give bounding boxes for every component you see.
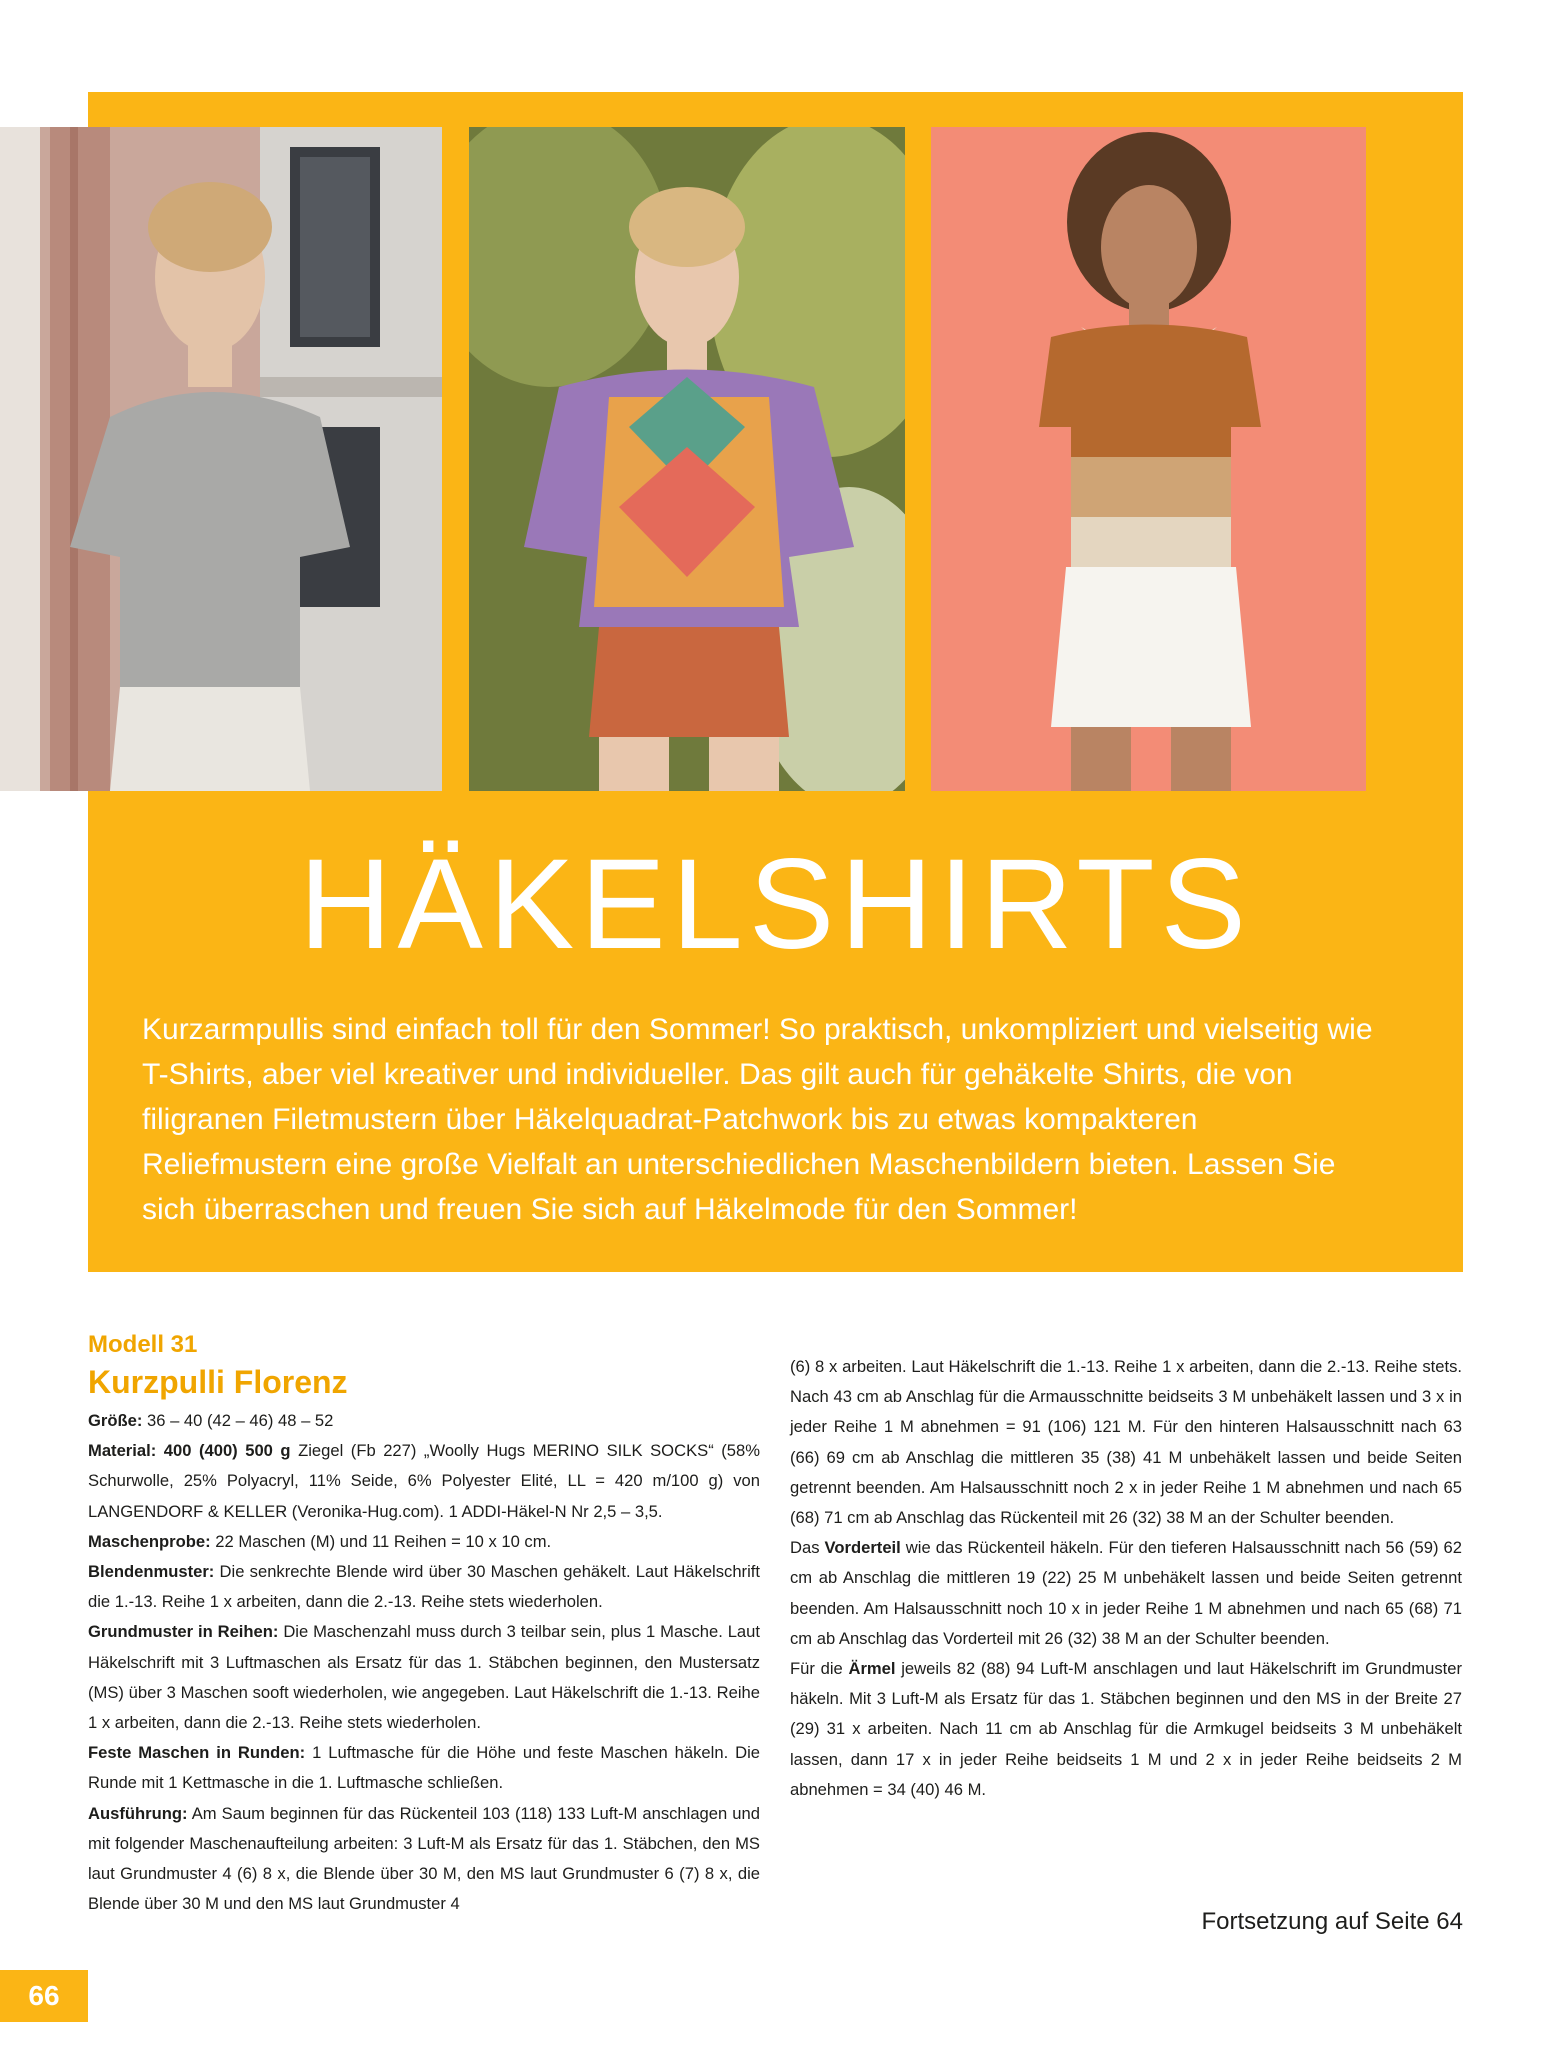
intro-text: Kurzarmpullis sind einfach toll für den Sommer! So praktisch, unkompliziert und vielseitig wie T-Shirts, aber viel kreativer und individueller. Das gilt auch für gehäkelte Shirts, die von filigranen Filetmustern über Häkelquadrat-Patchwork bis zu etwas kompakteren Reliefmustern eine große Vielfalt an unterschiedlichen Maschenbildern bieten. Lassen Sie sich überraschen und freuen Sie sich auf Häkelmode für den Sommer! [142, 1013, 1373, 1226]
page-title: HÄKELSHIRTS [299, 833, 1252, 976]
sleeve-pre: Für die [790, 1659, 849, 1679]
basic-label: Grundmuster in Reihen: [88, 1622, 279, 1642]
front-label: Vorderteil [824, 1538, 901, 1558]
single-crochet-rounds [88, 1738, 760, 1798]
photo-patchwork-top [469, 127, 905, 791]
instructions-left-column [88, 1328, 760, 1919]
size-line [88, 1406, 760, 1436]
continuation-note: Fortsetzung auf Seite 64 [1201, 1908, 1463, 1935]
instructions-right-column [790, 1352, 1462, 1805]
sleeve-label: Ärmel [848, 1659, 896, 1679]
sleeves [790, 1654, 1462, 1805]
front-pre: Das [790, 1538, 825, 1558]
material-label: Material: 400 (400) 500 g [88, 1441, 291, 1461]
gauge-line [88, 1527, 760, 1557]
back-panel-continued: (6) 8 x arbeiten. Laut Häkelschrift die 1.-13. Reihe 1 x arbeiten, dann die 2.-13. Reihe stets. Nach 43 cm ab Anschlag für die Armausschnitte beidseits 3 M unbehäkelt lassen und 3 x in jeder Reihe 1 M abnehmen = 91 (106) 121 M. Für den hinteren Halsausschnitt nach 63 (66) 69 cm ab Anschlag die mittleren 35 (38) 41 M unbehäkelt lassen und beide Seiten getrennt beenden. Am Halsausschnitt noch 2 x in jeder Reihe 1 M abnehmen und nach 65 (68) 71 cm ab Anschlag das Rückenteil mit 26 (32) 38 M an der Schulter beenden. [790, 1357, 1462, 1528]
basic-pattern [88, 1617, 760, 1738]
sc-label: Feste Maschen in Runden: [88, 1743, 306, 1763]
page-number: 66 [0, 1970, 88, 2022]
border-pattern [88, 1557, 760, 1617]
material-value: Ziegel (Fb 227) „Woolly Hugs MERINO SILK SOCKS“ (58% Schurwolle, 25% Polyacryl, 11% Seide, 6% Polyester Elité, LL = 420 m/100 g) von LANGENDORF & KELLER (Veronika-Hug.com). 1 ADDI-Häkel-N Nr 2,5 – 3,5. [88, 1441, 760, 1521]
gauge-label: Maschenprobe: [88, 1531, 211, 1551]
model-name: Kurzpulli Florenz [88, 1364, 348, 1400]
exec-label: Ausführung: [88, 1803, 188, 1823]
border-label: Blendenmuster: [88, 1562, 215, 1582]
material-line [88, 1436, 760, 1527]
photo-ombre-top [931, 127, 1366, 791]
sc-value: 1 Luftmasche für die Höhe und feste Maschen häkeln. Die Runde mit 1 Kettmasche in die 1. Luftmasche schließen. [88, 1743, 760, 1793]
execution [88, 1799, 760, 1920]
sleeve-value: jeweils 82 (88) 94 Luft-M anschlagen und laut Häkelschrift im Grundmuster häkeln. Mit 3 Luft-M als Ersatz für das 1. Stäbchen beginnen und den MS in der Breite 27 (29) 31 x arbeiten. Nach 11 cm ab Anschlag für die Armkugel beidseits 3 M unbehäkelt lassen, dann 17 x in jeder Reihe beidseits 1 M und 2 x in jeder Reihe beidseits 2 M abnehmen = 34 (40) 46 M. [790, 1659, 1462, 1799]
exec-value: Am Saum beginnen für das Rückenteil 103 (118) 133 Luft-M anschlagen und mit folgender Maschenaufteilung arbeiten: 3 Luft-M als Ersatz für das 1. Stäbchen, den MS laut Grundmuster 4 (6) 8 x, die Blende über 30 M, den MS laut Grundmuster 6 (7) 8 x, die Blende über 30 M und den MS laut Grundmuster 4 [88, 1803, 760, 1914]
gauge-value: 22 Maschen (M) und 11 Reihen = 10 x 10 cm. [210, 1531, 552, 1551]
basic-value: Die Maschenzahl muss durch 3 teilbar sein, plus 1 Masche. Laut Häkelschrift mit 3 Luftmaschen als Ersatz für das 1. Stäbchen beginnen, den Mustersatz (MS) über 3 Maschen sooft wiederholen, wie angegeben. Laut Häkelschrift die 1.-13. Reihe 1 x arbeiten, dann die 2.-13. Reihe stets wiederholen. [88, 1622, 760, 1733]
front-panel [790, 1533, 1462, 1654]
model-number: Modell 31 [88, 1331, 198, 1358]
size-value: 36 – 40 (42 – 46) 48 – 52 [142, 1411, 334, 1430]
front-value: wie das Rückenteil häkeln. Für den tieferen Halsausschnitt nach 56 (59) 62 cm ab Anschlag die mittleren 19 (22) 25 M unbehäkelt lassen und beide Seiten getrennt beenden. Am Halsausschnitt noch 10 x in jeder Reihe 1 M abnehmen und nach 65 (68) 71 cm ab Anschlag das Vorderteil mit 26 (32) 38 M an der Schulter beenden. [790, 1538, 1462, 1648]
border-value: Die senkrechte Blende wird über 30 Maschen gehäkelt. Laut Häkelschrift die 1.-13. Reihe 1 x arbeiten, dann die 2.-13. Reihe stets wiederholen. [88, 1562, 760, 1612]
size-label: Größe: [88, 1411, 143, 1430]
photo-grey-mesh-top [0, 127, 442, 791]
